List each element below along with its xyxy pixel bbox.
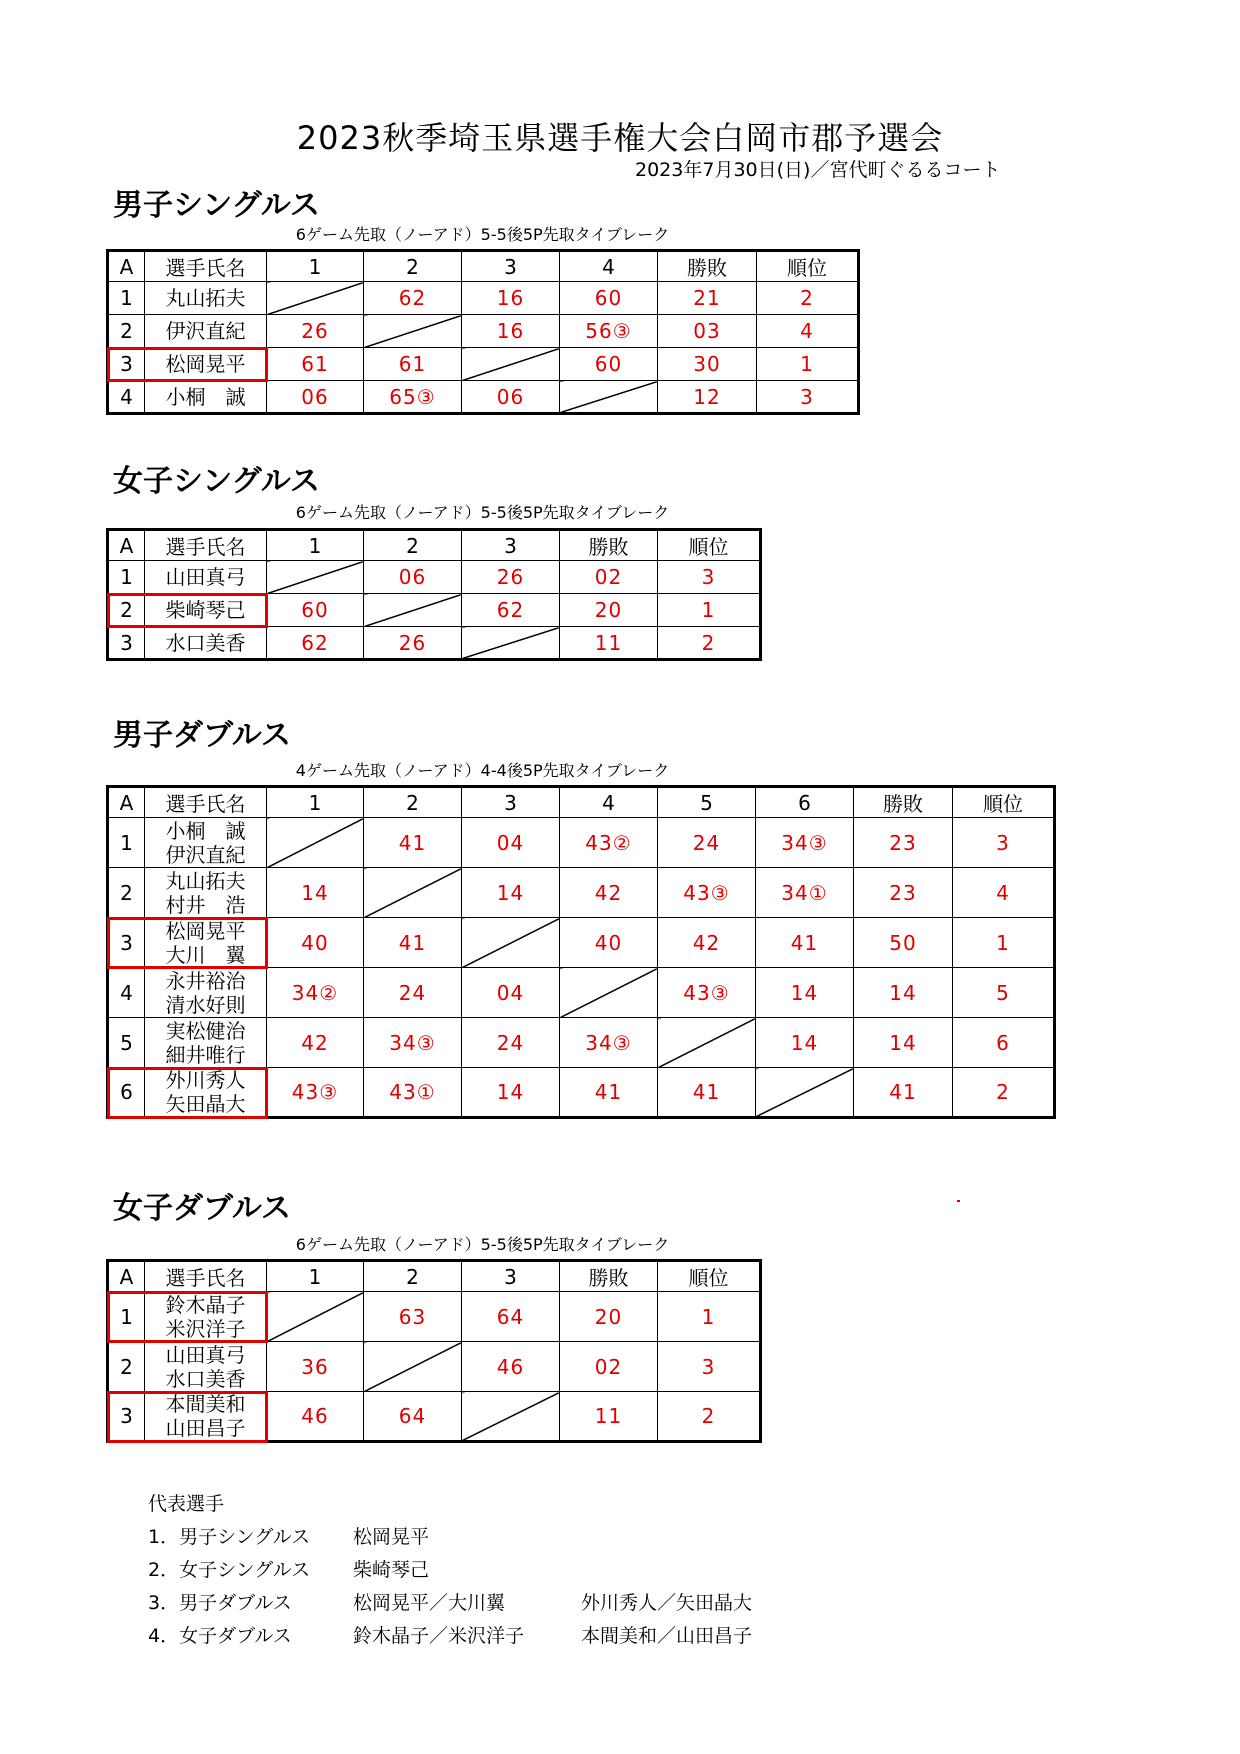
match-score: 46 xyxy=(267,1392,364,1442)
player-name: 伊沢直紀 xyxy=(145,315,267,348)
header-row xyxy=(108,251,859,282)
self-match-cell xyxy=(267,561,364,594)
rank: 4 xyxy=(953,868,1055,918)
rank: 4 xyxy=(757,315,859,348)
win-loss: 50 xyxy=(854,918,953,968)
self-match-cell xyxy=(267,818,364,868)
match-score: 06 xyxy=(462,381,560,414)
table-row xyxy=(108,561,761,594)
womens-singles-heading: 女子シングルス xyxy=(113,464,320,499)
match-score: 61 xyxy=(364,348,462,381)
entry-number: 5 xyxy=(108,1018,145,1068)
header-row xyxy=(108,787,1055,818)
win-loss: 03 xyxy=(658,315,757,348)
player-name-2: 大川 翼 xyxy=(165,942,246,967)
womens-singles-rule: 6ゲーム先取（ノーアド）5-5後5P先取タイブレーク xyxy=(295,503,670,522)
entry-number: 2 xyxy=(108,594,145,627)
match-score: 14 xyxy=(462,1068,560,1118)
table-row xyxy=(108,968,1055,1018)
match-score: 43② xyxy=(560,818,658,868)
self-match-cell xyxy=(658,1018,756,1068)
match-score: 62 xyxy=(364,282,462,315)
match-score: 62 xyxy=(267,627,364,660)
column-header: 1 xyxy=(267,1261,364,1292)
table-row xyxy=(108,1018,1055,1068)
match-score: 14 xyxy=(756,1018,854,1068)
stray-mark xyxy=(957,1200,960,1202)
table-row xyxy=(108,348,859,381)
match-score: 56③ xyxy=(560,315,658,348)
player-name-1: 外川秀人 xyxy=(165,1068,246,1092)
match-score: 64 xyxy=(462,1292,560,1342)
match-score: 64 xyxy=(364,1392,462,1442)
rank: 2 xyxy=(658,627,761,660)
entry-number: 3 xyxy=(108,918,145,968)
mens-doubles-rule: 4ゲーム先取（ノーアド）4-4後5P先取タイブレーク xyxy=(295,761,670,780)
entry-number: 3 xyxy=(108,348,145,381)
player-name-1: 永井裕治 xyxy=(165,968,246,993)
rank: 3 xyxy=(757,381,859,414)
player-name-2: 清水好則 xyxy=(165,992,246,1017)
player-name-1: 実松健治 xyxy=(165,1018,246,1043)
column-header: 勝敗 xyxy=(560,530,658,561)
rank: 1 xyxy=(953,918,1055,968)
entry-number: 2 xyxy=(108,315,145,348)
match-score: 14 xyxy=(267,868,364,918)
match-score: 34③ xyxy=(364,1018,462,1068)
match-score: 62 xyxy=(462,594,560,627)
entry-number: 4 xyxy=(108,381,145,414)
column-header: 2 xyxy=(364,530,462,561)
player-name: 小桐 誠 xyxy=(145,381,267,414)
column-header: A xyxy=(108,251,145,282)
column-header: 4 xyxy=(560,251,658,282)
self-match-cell xyxy=(462,348,560,381)
match-score: 60 xyxy=(267,594,364,627)
column-header: 3 xyxy=(462,530,560,561)
player-name xyxy=(145,1292,267,1342)
womens-doubles-table xyxy=(106,1259,762,1443)
match-score: 16 xyxy=(462,282,560,315)
rep-item: 3．男子ダブルス 松岡晃平／大川翼 外川秀人／矢田晶大 xyxy=(148,1592,753,1614)
rank: 1 xyxy=(658,594,761,627)
column-header: 2 xyxy=(364,251,462,282)
match-score: 43③ xyxy=(658,868,756,918)
match-score: 41 xyxy=(560,1068,658,1118)
self-match-cell xyxy=(364,315,462,348)
rank: 3 xyxy=(658,1342,761,1392)
player-name xyxy=(145,1392,267,1442)
match-score: 41 xyxy=(756,918,854,968)
player-name xyxy=(145,1068,267,1118)
table-row xyxy=(108,594,761,627)
column-header: 選手氏名 xyxy=(145,251,267,282)
rank: 1 xyxy=(658,1292,761,1342)
header-row xyxy=(108,530,761,561)
table-row xyxy=(108,818,1055,868)
player-name xyxy=(145,1342,267,1392)
column-header: 選手氏名 xyxy=(145,787,267,818)
match-score: 40 xyxy=(267,918,364,968)
match-score: 60 xyxy=(560,282,658,315)
column-header: A xyxy=(108,530,145,561)
player-name: 柴崎琴己 xyxy=(145,594,267,627)
table-row xyxy=(108,381,859,414)
match-score: 41 xyxy=(364,818,462,868)
match-score: 14 xyxy=(756,968,854,1018)
self-match-cell xyxy=(364,868,462,918)
player-name-2: 細井唯行 xyxy=(165,1042,246,1067)
column-header: 順位 xyxy=(658,530,761,561)
match-score: 24 xyxy=(364,968,462,1018)
win-loss: 11 xyxy=(560,627,658,660)
player-name-2: 矢田晶大 xyxy=(165,1092,246,1116)
entry-number: 4 xyxy=(108,968,145,1018)
win-loss: 11 xyxy=(560,1392,658,1442)
column-header: 4 xyxy=(560,787,658,818)
player-name: 水口美香 xyxy=(145,627,267,660)
entry-number: 1 xyxy=(108,1292,145,1342)
mens-singles-table xyxy=(106,249,860,415)
rank: 3 xyxy=(953,818,1055,868)
entry-number: 1 xyxy=(108,282,145,315)
column-header: 順位 xyxy=(953,787,1055,818)
win-loss: 14 xyxy=(854,1018,953,1068)
self-match-cell xyxy=(267,282,364,315)
rank: 6 xyxy=(953,1018,1055,1068)
match-score: 14 xyxy=(462,868,560,918)
womens-singles-table xyxy=(106,528,762,661)
match-score: 61 xyxy=(267,348,364,381)
self-match-cell xyxy=(267,1292,364,1342)
column-header: 1 xyxy=(267,787,364,818)
match-score: 24 xyxy=(658,818,756,868)
column-header: 2 xyxy=(364,1261,462,1292)
player-name xyxy=(145,918,267,968)
table-row xyxy=(108,627,761,660)
match-score: 42 xyxy=(658,918,756,968)
header-row xyxy=(108,1261,761,1292)
rank: 2 xyxy=(757,282,859,315)
table-row xyxy=(108,1068,1055,1118)
table-row xyxy=(108,1292,761,1342)
table-row xyxy=(108,315,859,348)
column-header: 1 xyxy=(267,530,364,561)
player-name-1: 丸山拓夫 xyxy=(165,868,246,893)
win-loss: 23 xyxy=(854,868,953,918)
entry-number: 1 xyxy=(108,561,145,594)
column-header: 3 xyxy=(462,787,560,818)
player-name-2: 山田昌子 xyxy=(165,1416,246,1440)
mens-doubles-heading: 男子ダブルス xyxy=(113,718,291,753)
table-row xyxy=(108,1342,761,1392)
win-loss: 41 xyxy=(854,1068,953,1118)
win-loss: 02 xyxy=(560,561,658,594)
self-match-cell xyxy=(462,1392,560,1442)
column-header: 勝敗 xyxy=(658,251,757,282)
entry-number: 2 xyxy=(108,868,145,918)
entry-number: 1 xyxy=(108,818,145,868)
match-score: 34② xyxy=(267,968,364,1018)
entry-number: 6 xyxy=(108,1068,145,1118)
match-score: 06 xyxy=(267,381,364,414)
representatives-list xyxy=(148,1488,752,1653)
womens-doubles-heading: 女子ダブルス xyxy=(113,1191,291,1226)
match-score: 43③ xyxy=(267,1068,364,1118)
match-score: 46 xyxy=(462,1342,560,1392)
column-header: 3 xyxy=(462,251,560,282)
win-loss: 02 xyxy=(560,1342,658,1392)
table-row xyxy=(108,1392,761,1442)
column-header: 1 xyxy=(267,251,364,282)
match-score: 60 xyxy=(560,348,658,381)
column-header: 勝敗 xyxy=(560,1261,658,1292)
win-loss: 23 xyxy=(854,818,953,868)
player-name-1: 山田真弓 xyxy=(165,1342,246,1367)
win-loss: 20 xyxy=(560,1292,658,1342)
player-name xyxy=(145,818,267,868)
win-loss: 20 xyxy=(560,594,658,627)
column-header: 2 xyxy=(364,787,462,818)
match-score: 43③ xyxy=(658,968,756,1018)
player-name-1: 小桐 誠 xyxy=(165,818,246,843)
win-loss: 12 xyxy=(658,381,757,414)
column-header: 3 xyxy=(462,1261,560,1292)
win-loss: 14 xyxy=(854,968,953,1018)
match-score: 42 xyxy=(267,1018,364,1068)
table-row xyxy=(108,918,1055,968)
event-date-venue: 2023年7月30日(日)／宮代町ぐるるコート xyxy=(635,159,1001,181)
column-header: 勝敗 xyxy=(854,787,953,818)
match-score: 40 xyxy=(560,918,658,968)
win-loss: 30 xyxy=(658,348,757,381)
column-header: 5 xyxy=(658,787,756,818)
player-name-2: 水口美香 xyxy=(165,1366,246,1391)
rank: 2 xyxy=(658,1392,761,1442)
rep-item: 4．女子ダブルス 鈴木晶子／米沢洋子 本間美和／山田昌子 xyxy=(148,1625,753,1647)
player-name xyxy=(145,1018,267,1068)
self-match-cell xyxy=(560,381,658,414)
mens-singles-rule: 6ゲーム先取（ノーアド）5-5後5P先取タイブレーク xyxy=(295,225,670,244)
win-loss: 21 xyxy=(658,282,757,315)
table-row xyxy=(108,282,859,315)
player-name: 丸山拓夫 xyxy=(145,282,267,315)
match-score: 41 xyxy=(364,918,462,968)
player-name xyxy=(145,968,267,1018)
player-name-1: 松岡晃平 xyxy=(165,918,246,943)
column-header: A xyxy=(108,787,145,818)
player-name-2: 村井 浩 xyxy=(165,892,246,917)
table-row xyxy=(108,868,1055,918)
match-score: 63 xyxy=(364,1292,462,1342)
player-name-2: 米沢洋子 xyxy=(165,1316,246,1341)
column-header: 順位 xyxy=(658,1261,761,1292)
match-score: 04 xyxy=(462,968,560,1018)
match-score: 24 xyxy=(462,1018,560,1068)
self-match-cell xyxy=(364,1342,462,1392)
mens-singles-heading: 男子シングルス xyxy=(113,188,320,223)
column-header: 選手氏名 xyxy=(145,530,267,561)
rep-item: 2．女子シングルス 柴崎琴己 xyxy=(148,1559,430,1581)
match-score: 36 xyxy=(267,1342,364,1392)
rank: 2 xyxy=(953,1068,1055,1118)
entry-number: 2 xyxy=(108,1342,145,1392)
player-name-2: 伊沢直紀 xyxy=(165,842,246,867)
match-score: 26 xyxy=(462,561,560,594)
match-score: 42 xyxy=(560,868,658,918)
self-match-cell xyxy=(364,594,462,627)
player-name-1: 鈴木晶子 xyxy=(165,1292,246,1317)
rank: 3 xyxy=(658,561,761,594)
match-score: 43① xyxy=(364,1068,462,1118)
womens-doubles-rule: 6ゲーム先取（ノーアド）5-5後5P先取タイブレーク xyxy=(295,1235,670,1254)
match-score: 26 xyxy=(267,315,364,348)
self-match-cell xyxy=(462,918,560,968)
match-score: 41 xyxy=(658,1068,756,1118)
match-score: 26 xyxy=(364,627,462,660)
match-score: 34③ xyxy=(560,1018,658,1068)
match-score: 34③ xyxy=(756,818,854,868)
player-name-1: 本間美和 xyxy=(165,1392,246,1416)
self-match-cell xyxy=(462,627,560,660)
mens-doubles-table xyxy=(106,785,1056,1119)
match-score: 65③ xyxy=(364,381,462,414)
player-name xyxy=(145,868,267,918)
column-header: A xyxy=(108,1261,145,1292)
column-header: 選手氏名 xyxy=(145,1261,267,1292)
match-score: 06 xyxy=(364,561,462,594)
player-name: 松岡晃平 xyxy=(145,348,267,381)
match-score: 04 xyxy=(462,818,560,868)
self-match-cell xyxy=(560,968,658,1018)
representatives-heading: 代表選手 xyxy=(148,1493,225,1515)
rep-item: 1．男子シングルス 松岡晃平 xyxy=(148,1526,430,1548)
page-title: 2023秋季埼玉県選手権大会白岡市郡予選会 xyxy=(296,119,944,157)
column-header: 6 xyxy=(756,787,854,818)
match-score: 34① xyxy=(756,868,854,918)
column-header: 順位 xyxy=(757,251,859,282)
rank: 1 xyxy=(757,348,859,381)
match-score: 16 xyxy=(462,315,560,348)
rank: 5 xyxy=(953,968,1055,1018)
entry-number: 3 xyxy=(108,1392,145,1442)
entry-number: 3 xyxy=(108,627,145,660)
self-match-cell xyxy=(756,1068,854,1118)
player-name: 山田真弓 xyxy=(145,561,267,594)
